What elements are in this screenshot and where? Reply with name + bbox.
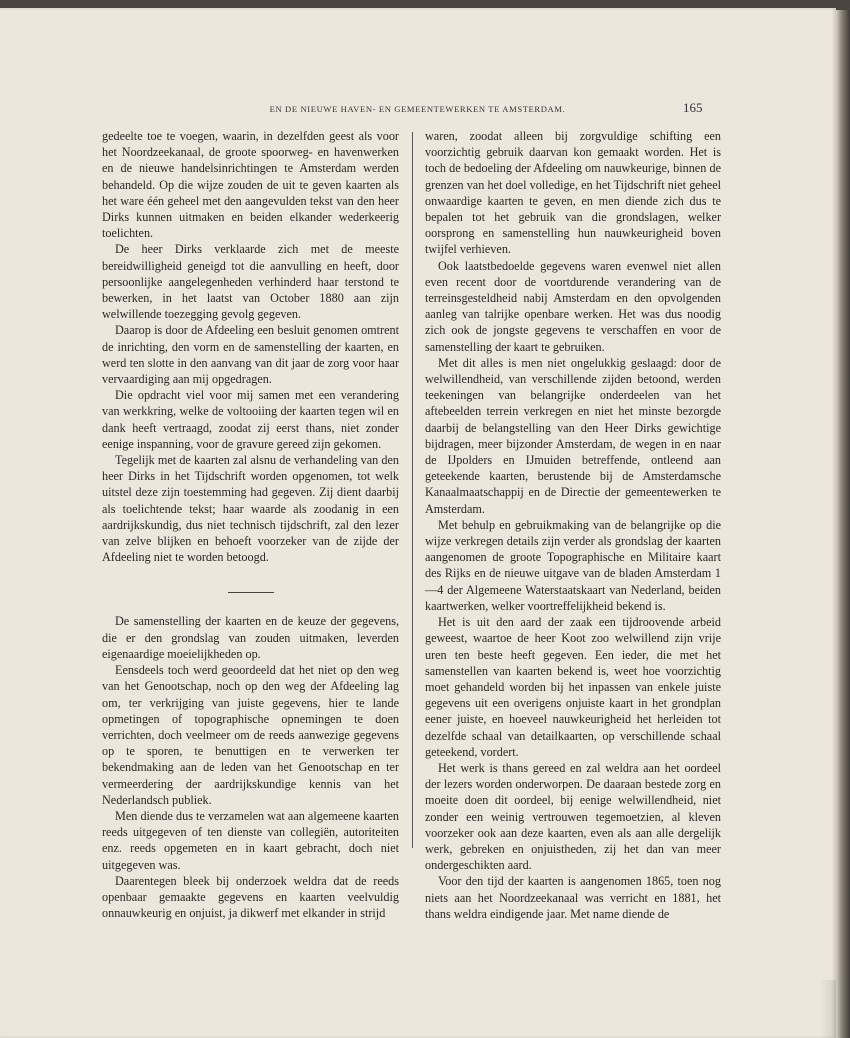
- paragraph: Daarop is door de Afdeeling een besluit genomen omtrent de inrichting, den vorm en de samenstelling der kaarten, en werd ten slotte in den aanvang van dit jaar de zorg voor haar vervaardiging aan mij opgedragen.: [102, 323, 399, 387]
- paragraph: Het werk is thans gereed en zal weldra aan het oordeel der lezers worden onderworpen. De daaraan bestede zorg en moeite doen dit oordeel, bij eenige welwillendheid, niet zonder een weinig vertrouwen tegemoetzien, al kleven voorzeker ook aan deze kaarten, even als aan alle dergelijk werk, gebreken en onjuistheden, zij het dan van meer ondergeschikten aard.: [425, 760, 721, 873]
- page-corner-shadow: [820, 980, 836, 1038]
- paragraph: waren, zoodat alleen bij zorgvuldige schifting een voorzichtig gebruik daarvan kon gemaakt worden. Het is toch de bedoeling der Afdeeling om nauwkeurige, binnen de grenzen van het doel volledige, en het Tijdschrift niet geheel onwaardige kaarten te geven, en men diende zich dus te bepalen tot het gebruik van die grondslagen, welker oorsprong en samenstelling hun nauwkeurigheid boven twijfel verhieven.: [425, 129, 721, 257]
- right-column: [425, 128, 721, 922]
- paragraph: Het is uit den aard der zaak een tijdroovende arbeid geweest, waartoe de heer Koot zoo welwillend zijn vrije uren ten beste heeft gegeven. Een ieder, die met het samenstellen van kaarten bekend is, weet hoe voorzichtig moet gehandeld worden bij het inpassen van enkele juiste gegevens uit een overigens onjuiste kaart in het grondplan eener juiste, en hoeveel nauwkeurigheid het herleiden tot dezelfde schaal van detailkaarten, op verschillende schaal geteekend, vordert.: [425, 615, 721, 759]
- paragraph: De samenstelling der kaarten en de keuze der gegevens, die er den grondslag van zouden uitmaken, leverden eigenaardige moeielijkheden op.: [102, 614, 399, 661]
- left-column: [102, 128, 399, 921]
- paragraph: De heer Dirks verklaarde zich met de meeste bereidwilligheid geneigd tot die aanvulling en heeft, door persoonlijke aangelegenheden verhinderd haar terstond te bewerken, in het laatst van October 1880 aan zijn welwillende toezegging gevolg gegeven.: [102, 242, 399, 322]
- paragraph: Met dit alles is men niet ongelukkig geslaagd: door de welwillendheid, van verschillende zijden betoond, werden teekeningen van belangrijke onderdeelen van het aftebeelden terrein verkregen en niet het minste bezorgde daarbij de belangstelling van den Heer Dirks gewichtige bijdragen, meer bijzonder Amsterdam, de wegen in en naar de IJpolders en IJmuiden betreffende, ontleend aan geteekende kaarten, berustende bij de Amsterdamsche Kanaalmaatschappij en de Directie der gemeentewerken te Amsterdam.: [425, 355, 721, 516]
- paragraph: Tegelijk met de kaarten zal alsnu de verhandeling van den heer Dirks in het Tijdschrift worden opgenomen, tot welk uitstel deze zijn toestemming had gegeven. Zij dient daarbij als toelichtende tekst; haar waarde als zoodanig in een aardrijkskundig, dus niet technisch tijdschrift, zal den lezer van zelve blijken en behoeft voorzeker van de zijde der Afdeeling niet te worden betoogd.: [102, 453, 399, 565]
- running-head: EN DE NIEUWE HAVEN- EN GEMEENTEWERKEN TE AMSTERDAM.: [269, 104, 566, 114]
- paragraph: Voor den tijd der kaarten is aangenomen 1865, toen nog niets aan het Noordzeekanaal was verricht en 1881, het thans weldra eindigende jaar. Met name diende de: [425, 874, 721, 921]
- page-number: 165: [683, 100, 703, 115]
- paragraph: gedeelte toe te voegen, waarin, in dezelfden geest als voor het Noordzeekanaal, de groote spoorweg- en havenwerken en de nieuwe handelsinrichtingen te Amsterdam werden behandeld. Op die wijze zouden de uit te geven kaarten als het ware één geheel met den aangevulden tekst van den heer Dirks kunnen uitmaken en beiden elkander wederkeerig toelichten.: [102, 129, 399, 241]
- paragraph: Men diende dus te verzamelen wat aan algemeene kaarten reeds uitgegeven of ten dienste van collegiën, autoriteiten enz. reeds opgemeten en in kaart gebracht, doch niet uitgegeven was.: [102, 808, 399, 872]
- paragraph: Ook laatstbedoelde gegevens waren evenwel niet allen even recent door de voortdurende verandering van de terreinsgesteldheid nabij Amsterdam en den opvolgenden aanleg van talrijke openbare werken. Het was dus noodig zich ook de jongste gegevens te verschaffen en voor de samenstelling der kaart te gebruiken.: [425, 258, 721, 354]
- paragraph: Eensdeels toch werd geoordeeld dat het niet op den weg van het Genootschap, noch op den weg der Afdeeling lag om, ter verkrijging van juiste gegevens, hier te lande opmetingen of topographische opnemingen te doen verrichten, doch veelmeer om de reeds aanwezige gegevens op te sporen, te benuttigen en te verwerken ter bekendmaking aan de leden van het Genootschap en ter vermeerdering der aardrijkskundige kennis van het Nederlandsch publiek.: [102, 663, 399, 807]
- paragraph: Daarentegen bleek bij onderzoek weldra dat de reeds openbaar gemaakte gegevens en kaarten veelvuldig onnauwkeurig en onjuist, ja dikwerf met elkander in strijd: [102, 873, 399, 921]
- paragraph: Met behulp en gebruikmaking van de belangrijke op die wijze verkregen details zijn verder als grondslag der kaarten aangenomen de groote Topographische en Militaire kaart des Rijks en de nieuwe uitgave van de bladen Amsterdam 1—4 der Algemeene Waterstaatskaart van Nederland, beiden kaartwerken, welker voortreffelijkheid bekend is.: [425, 517, 721, 613]
- paragraph: Die opdracht viel voor mij samen met een verandering van werkkring, welke de voltooiing der kaarten tegen wil en dank heeft vertraagd, zoodat zij eerst thans, niet zonder eenige inspanning, voor de gravure gereed zijn gekomen.: [102, 388, 399, 451]
- column-rule: [412, 132, 413, 848]
- section-divider: [228, 592, 274, 593]
- page-edge: [836, 10, 850, 1038]
